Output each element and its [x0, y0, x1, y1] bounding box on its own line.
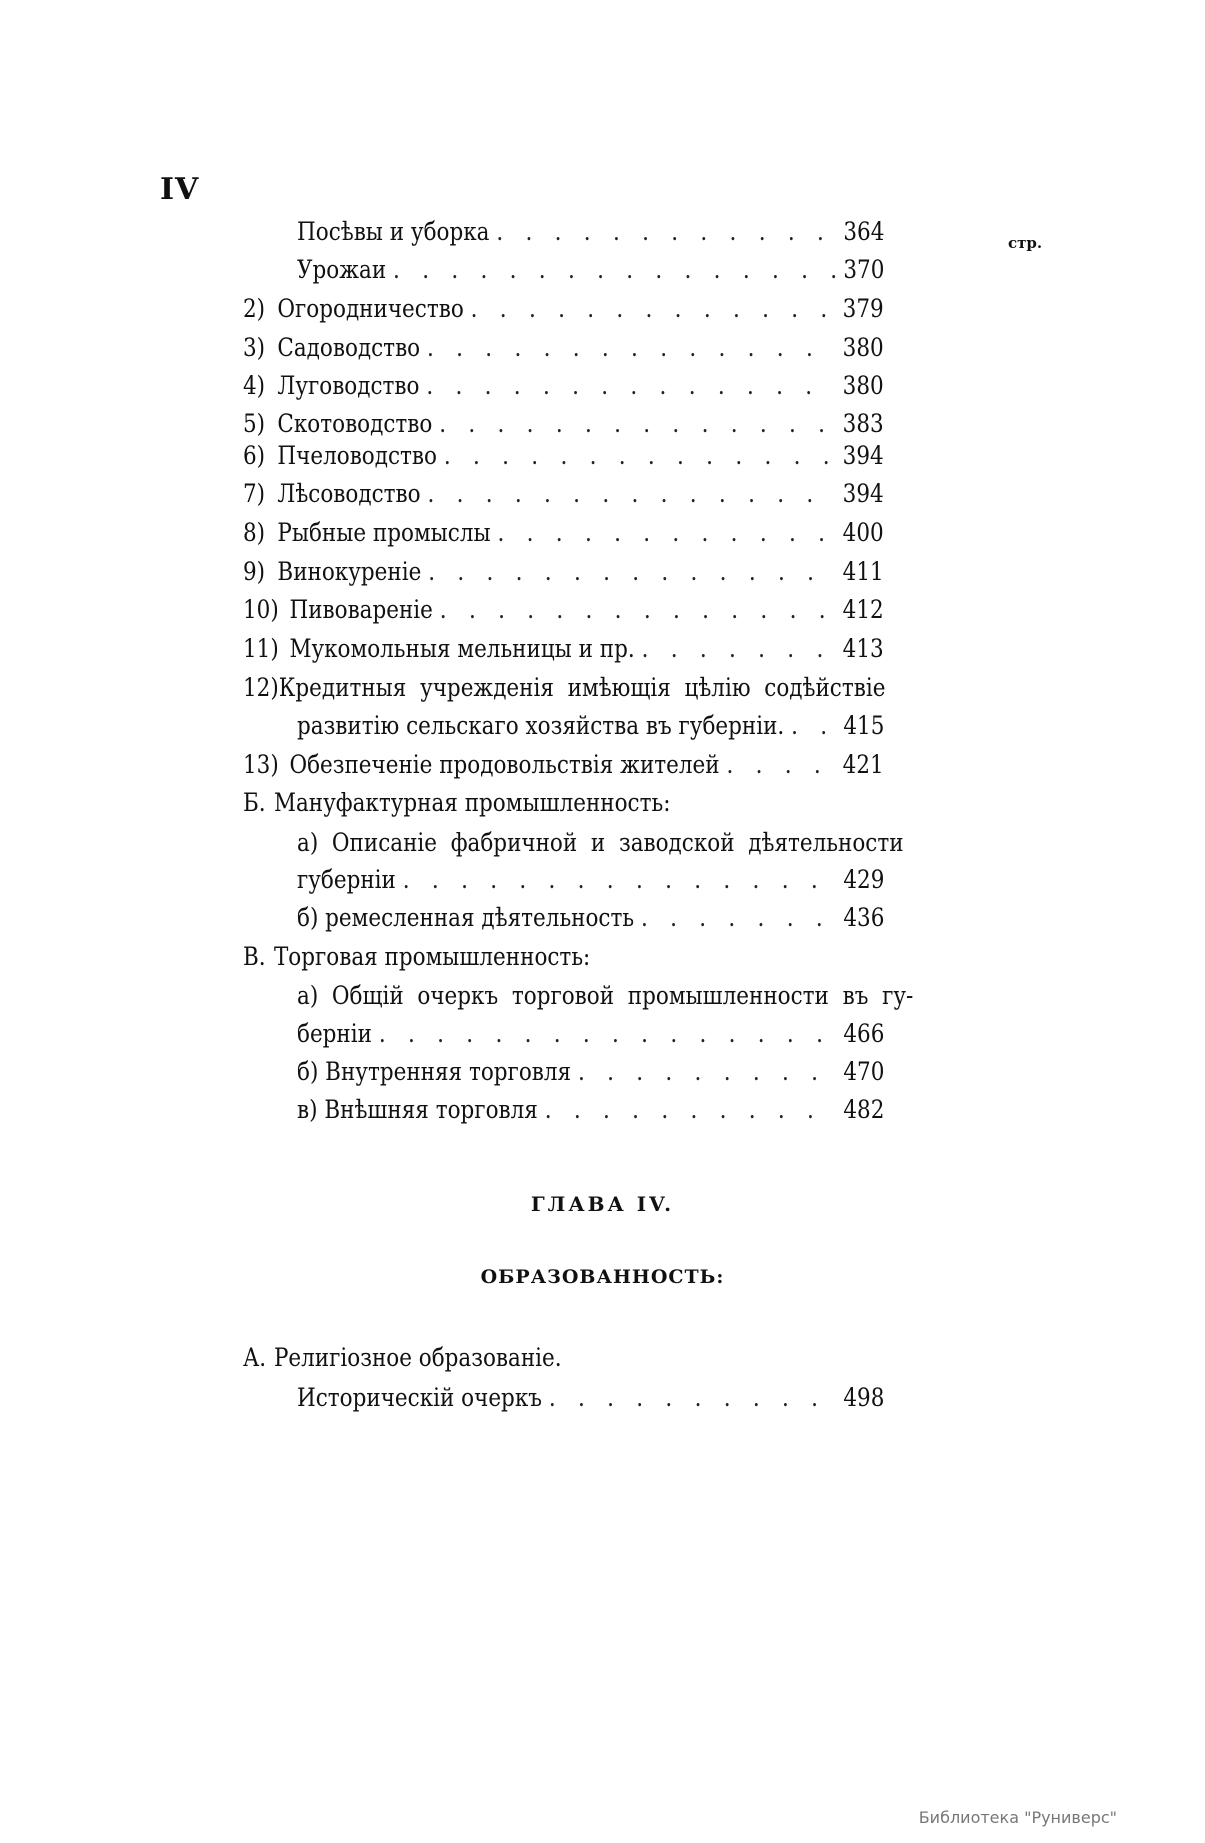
toc-entry-label: Скотоводство	[277, 409, 433, 438]
toc-entry	[297, 1095, 884, 1135]
toc-entry-number: 10)	[243, 595, 279, 624]
toc-entry	[297, 711, 884, 751]
leader-dots	[641, 903, 836, 932]
page-column-label: стр.	[1008, 234, 1043, 252]
toc-entry-label: а) Описаніе фабричной и заводской дѣятельности	[297, 828, 904, 857]
toc-entry	[297, 255, 884, 295]
leader-dots	[471, 294, 836, 323]
toc-entry	[243, 750, 884, 790]
toc-entry-number: 8)	[243, 518, 266, 547]
toc-entry-label: губерніи	[297, 865, 396, 894]
toc-entry-page: 370	[843, 255, 885, 284]
page-number: IV	[160, 172, 200, 207]
toc-entry-page: 383	[842, 409, 884, 438]
toc-entry-page: 380	[842, 371, 884, 400]
toc-entry-number: 12)	[243, 673, 279, 702]
toc-entry-page: 380	[842, 333, 884, 362]
toc-entry-label: Садоводство	[277, 333, 421, 362]
toc-entry-number: 5)	[243, 409, 266, 438]
toc-entry-number: 4)	[243, 371, 266, 400]
leader-dots	[427, 479, 835, 508]
leader-dots	[726, 750, 835, 779]
toc-entry-number: 2)	[243, 294, 266, 323]
toc-entry	[243, 333, 884, 373]
leader-dots	[428, 557, 835, 586]
leader-dots	[497, 518, 835, 547]
toc-entry	[243, 634, 884, 674]
toc-section-heading	[243, 942, 884, 982]
toc-entry-page: 413	[842, 634, 884, 663]
toc-entry	[297, 865, 884, 905]
toc-entry-label: в) Внѣшняя торговля	[297, 1095, 538, 1124]
toc-entry-label: развитію сельскаго хозяйства въ губерніи.	[297, 711, 785, 740]
toc-entry-page: 421	[842, 750, 884, 779]
toc-entry-page: 498	[843, 1383, 885, 1412]
leader-dots	[403, 865, 836, 894]
toc-entry	[243, 371, 884, 411]
toc-entry-page: 394	[842, 479, 884, 508]
toc-entry-number: 7)	[243, 479, 266, 508]
toc-entry	[243, 673, 884, 713]
toc-entry-page: 411	[842, 557, 884, 586]
leader-dots	[545, 1095, 836, 1124]
toc-entry-label: Лѣсоводство	[277, 479, 421, 508]
toc-entry	[297, 828, 904, 868]
toc-entry-number: Б.	[243, 788, 266, 817]
toc-entry-label: Рыбные промыслы	[277, 518, 491, 547]
toc-entry-label: Историческій очеркъ	[297, 1383, 542, 1412]
leader-dots	[426, 371, 835, 400]
toc-entry-number: 13)	[243, 750, 279, 779]
leader-dots	[393, 255, 836, 284]
toc-entry	[243, 479, 884, 519]
toc-entry-label: Луговодство	[277, 371, 420, 400]
chapter-title: ГЛАВА IV.	[530, 1192, 675, 1216]
toc-entry-label: Пивовареніе	[289, 595, 433, 624]
toc-entry-label: а) Общій очеркъ торговой промышленности въ гу-	[297, 981, 914, 1010]
toc-entry	[297, 1383, 884, 1423]
chapter-subtitle: ОБРАЗОВАННОСТЬ:	[480, 1266, 725, 1288]
toc-entry	[243, 518, 884, 558]
leader-dots	[427, 333, 836, 362]
leader-dots	[496, 217, 836, 246]
toc-entry-label: Кредитныя учрежденія имѣющія цѣлію содѣйствіе	[278, 673, 886, 702]
toc-entry-number: В.	[243, 942, 266, 971]
toc-entry-label: берніи	[297, 1019, 372, 1048]
toc-entry-label: Торговая промышленность:	[273, 942, 591, 971]
leader-dots	[578, 1057, 836, 1086]
toc-entry	[297, 1019, 884, 1059]
toc-entry-number: 3)	[243, 333, 266, 362]
toc-entry-page: 379	[842, 294, 884, 323]
toc-entry-label: б) ремесленная дѣятельность	[297, 903, 635, 932]
toc-entry-number: 9)	[243, 557, 266, 586]
toc-entry	[243, 595, 884, 635]
library-watermark: Библиотека "Руниверс"	[918, 1808, 1117, 1827]
toc-entry	[297, 217, 884, 257]
toc-entry	[243, 441, 884, 481]
toc-entry-page: 482	[843, 1095, 885, 1124]
toc-entry-page: 394	[842, 441, 884, 470]
toc-entry-label: Мануфактурная промышленность:	[273, 788, 671, 817]
leader-dots	[549, 1383, 836, 1412]
toc-entry	[297, 1057, 884, 1097]
toc-entry-number: 6)	[243, 441, 266, 470]
toc-entry-page: 400	[842, 518, 884, 547]
toc-entry-label: Посѣвы и уборка	[297, 217, 490, 246]
toc-entry-label: Пчеловодство	[277, 441, 437, 470]
toc-entry-page: 436	[843, 903, 885, 932]
toc-entry-label: б) Внутренняя торговля	[297, 1057, 572, 1086]
leader-dots	[379, 1019, 836, 1048]
leader-dots	[642, 634, 836, 663]
toc-entry-page: 429	[843, 865, 885, 894]
toc-entry-number: 11)	[243, 634, 279, 663]
leader-dots	[440, 595, 836, 624]
toc-entry-number: А.	[243, 1343, 267, 1372]
toc-entry-label: Огородничество	[277, 294, 464, 323]
toc-entry-page: 415	[843, 711, 885, 740]
leader-dots	[444, 441, 836, 470]
toc-section-heading	[243, 1343, 884, 1383]
toc-entry-label: Обезпеченіе продовольствія жителей	[289, 750, 720, 779]
toc-entry	[243, 557, 884, 597]
toc-entry	[297, 903, 884, 943]
toc-entry-page: 412	[842, 595, 884, 624]
toc-entry-label: Винокуреніе	[277, 557, 422, 586]
toc-entry-label: Мукомольныя мельницы и пр.	[289, 634, 635, 663]
leader-dots	[791, 711, 836, 740]
toc-entry-label: Урожаи	[297, 255, 387, 284]
leader-dots	[439, 409, 835, 438]
toc-entry	[297, 981, 914, 1021]
toc-section-heading	[243, 788, 884, 828]
toc-entry-label: Религіозное образованіе.	[273, 1343, 562, 1372]
toc-entry-page: 470	[843, 1057, 885, 1086]
toc-entry-page: 364	[843, 217, 885, 246]
toc-entry-page: 466	[843, 1019, 885, 1048]
toc-entry	[243, 294, 884, 334]
